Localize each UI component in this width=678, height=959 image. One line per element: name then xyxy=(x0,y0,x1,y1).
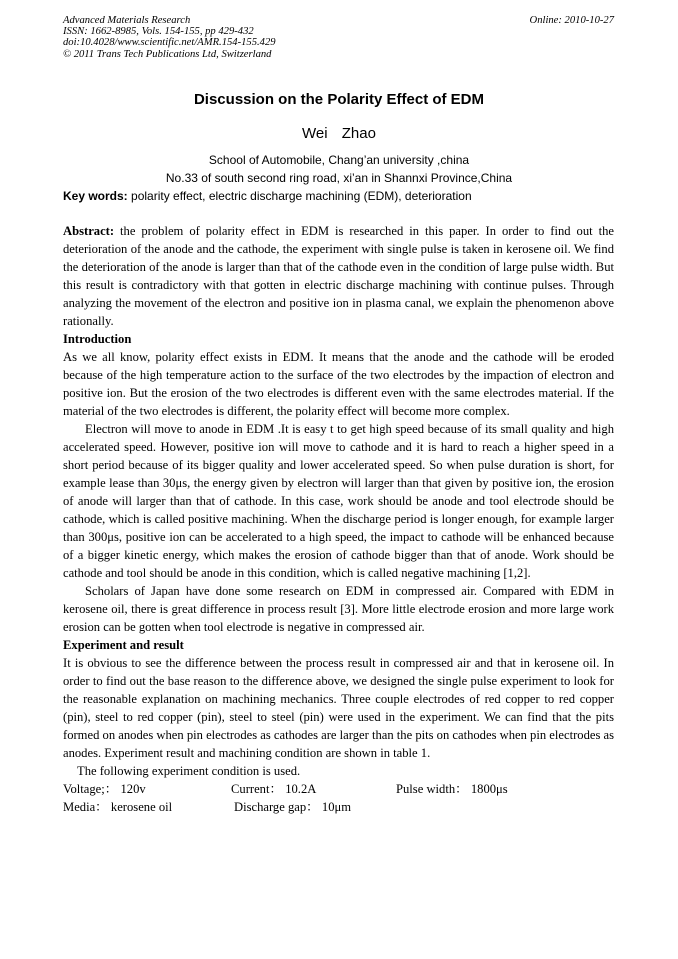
journal-header xyxy=(63,15,276,60)
condition-current: Current： 10.2A xyxy=(231,782,317,796)
intro-paragraph-3: Scholars of Japan have done some research on EDM in compressed air. Compared with EDM in kerosene oil, there is great difference in process result [3]. More little electrode erosion and more large work erosion can be gotten when tool electrode is negative in compressed air. xyxy=(63,584,614,634)
paper-body xyxy=(63,222,614,816)
intro-paragraph-2: Electron will move to anode in EDM .It is easy t to get high speed because of its small quality and high accelerated speed. However, positive ion will move to cathode and it is hard to reach a higher speed in a short period because of its bigger quality and lower accelerated speed. So when pulse duration is short, for example lease than 30μs, the energy given by electron will larger than that given by positive ion, the erosion of anode will larger than that of cathode. In this case, work should be anode and tool electrode should be cathode, which is called positive machining. When the discharge period is longer enough, for example larger than 300μs, positive ion can be accelerated to a high speed, the impact to cathode will be enhanced because of a bigger kinetic energy, which makes the erosion of cathode bigger than that of anode. Work should be cathode and tool should be anode in this condition, which is called negative machining [1,2]. xyxy=(63,422,614,580)
abstract xyxy=(63,222,614,330)
doi-line: doi:10.4028/www.scientific.net/AMR.154-155.429 xyxy=(63,37,276,49)
intro-paragraph-1: As we all know, polarity effect exists in EDM. It means that the anode and the cathode will be eroded because of the high temperature action to the surface of the two electrodes by the impaction of electron and positive ion. But the erosion of the two electrodes is different even with the same electrodes material. If the material of the two electrodes is different, the polarity effect will become more complex. xyxy=(63,350,614,418)
condition-discharge-gap: Discharge gap： 10μm xyxy=(234,800,352,814)
online-date: Online: 2010-10-27 xyxy=(529,15,614,26)
section-heading-experiment: Experiment and result xyxy=(63,638,184,652)
experiment-paragraph-2: The following experiment condition is used. xyxy=(77,764,301,778)
condition-voltage: Voltage;： 120v xyxy=(63,782,146,796)
affiliation-line-1: School of Automobile, Chang’an university ,china xyxy=(208,153,470,167)
author-name: Wei Zhao xyxy=(302,125,376,142)
conditions-row-1 xyxy=(63,780,614,798)
keywords xyxy=(63,189,472,203)
condition-pulse-width: Pulse width： 1800μs xyxy=(396,782,508,796)
section-heading-introduction: Introduction xyxy=(63,332,132,346)
issn-line: ISSN: 1662-8985, Vols. 154-155, pp 429-432 xyxy=(63,26,254,38)
journal-name: Advanced Materials Research xyxy=(63,15,191,26)
abstract-text: the problem of polarity effect in EDM is researched in this paper. In order to find out the deterioration of the anode and the cathode, the experiment with single pulse is taken in kerosene oil. We find the deterioration of the anode is larger than that of the cathode even in the condition of large pulse width. But this result is contradictory with that gotten in electric discharge machining with continue pulses. Through analyzing the movement of the electron and positive ion in plasma canal, we explain the phenomenon above rationally. xyxy=(63,224,614,328)
keywords-label: Key words: xyxy=(63,189,128,203)
conditions-row-2 xyxy=(63,798,614,816)
condition-media: Media： kerosene oil xyxy=(63,800,173,814)
copyright-line: © 2011 Trans Tech Publications Ltd, Switzerland xyxy=(63,48,272,60)
experiment-paragraph-1: It is obvious to see the difference between the process result in compressed air and that in kerosene oil. In order to find out the base reason to the difference above, we designed the single pulse experiment to look for the reasonable explanation on machining mechanics. Three couple electrodes of red copper to red copper (pin), steel to red copper (pin), steel to steel (pin) were used in the experiment. We can find that the pits formed on anodes when pin electrodes as cathodes are larger than the pits on cathodes when pin electrodes as anodes. Experiment result and machining condition are shown in table 1. xyxy=(63,656,614,760)
abstract-label: Abstract: xyxy=(63,224,115,238)
keywords-text: polarity effect, electric discharge machining (EDM), deterioration xyxy=(127,189,472,203)
paper-title: Discussion on the Polarity Effect of EDM xyxy=(193,91,485,108)
affiliation-line-2: No.33 of south second ring road, xi’an in Shannxi Province,China xyxy=(165,171,513,185)
